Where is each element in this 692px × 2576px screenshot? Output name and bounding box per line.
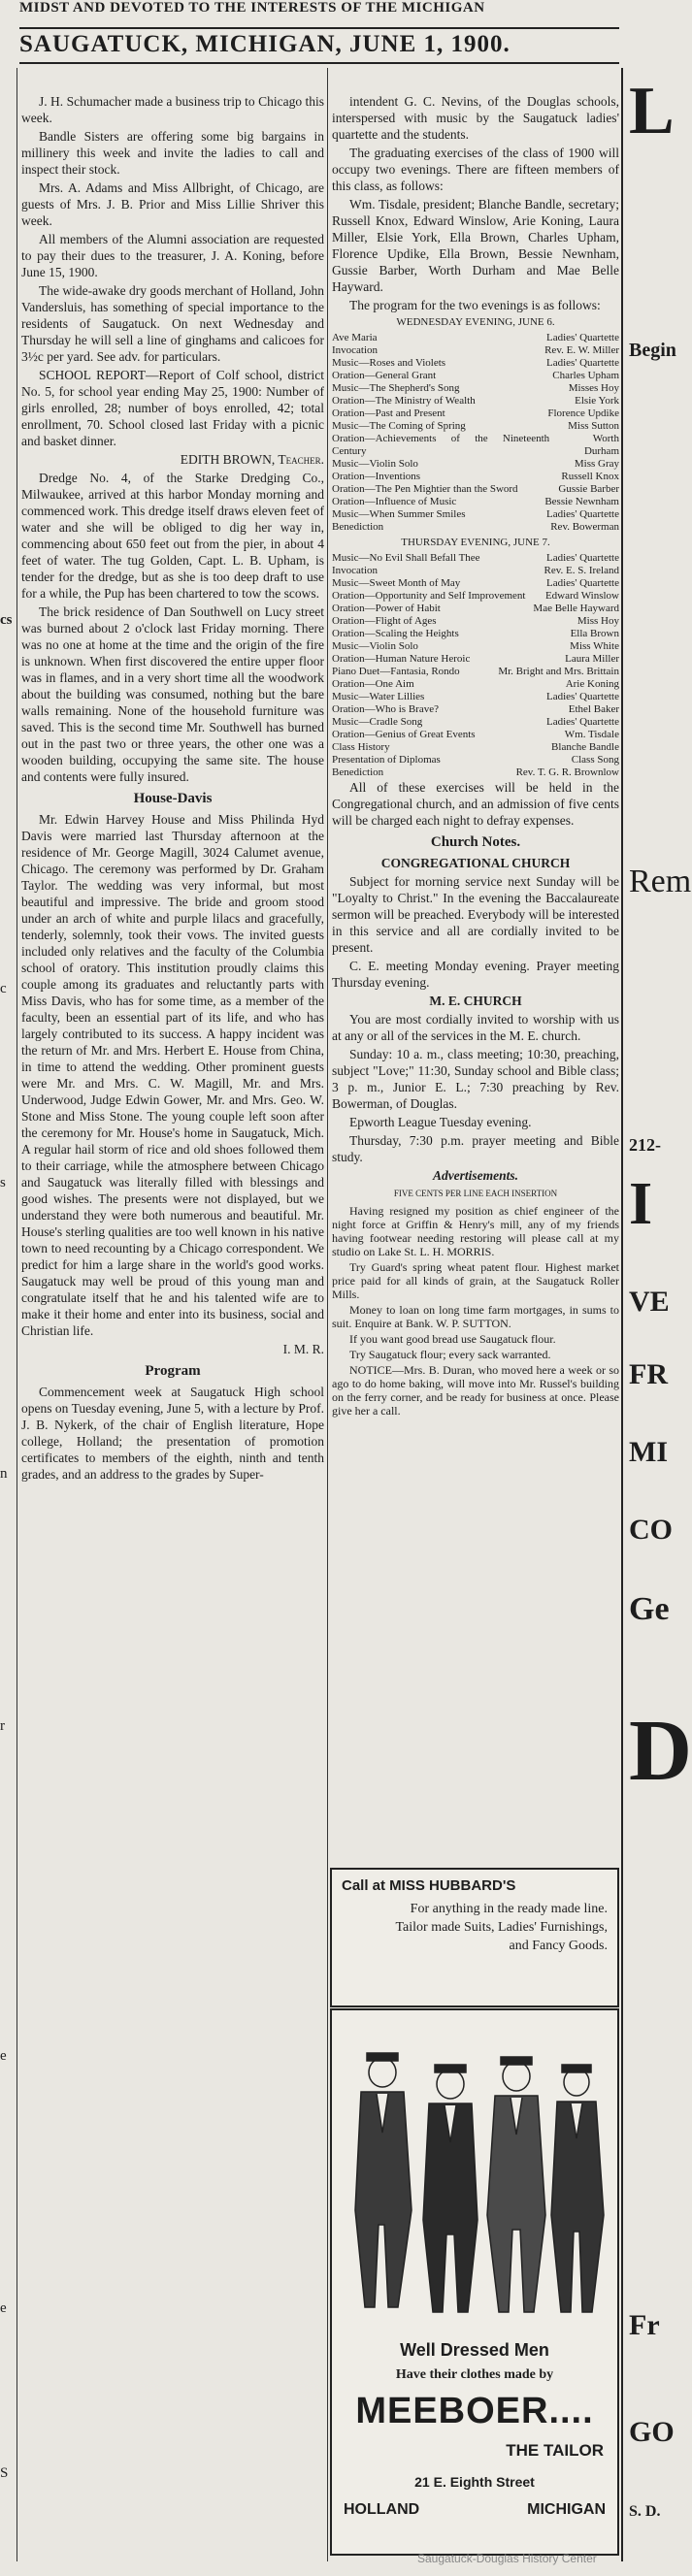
program-item: Oration—Past and Present: [332, 408, 445, 419]
meeboer-role: THE TAILOR: [506, 2441, 604, 2460]
program-item: Oration—Flight of Ages: [332, 615, 437, 627]
program-row: [332, 552, 619, 565]
left-fragment-2: s: [0, 1175, 6, 1190]
program-performer: Rev. Bowerman: [550, 521, 619, 533]
program-item: Oration—Power of Habit: [332, 603, 441, 614]
meeboer-address: 21 E. Eighth Street: [414, 2474, 535, 2490]
program-row: [332, 666, 619, 678]
program-item: Music—The Coming of Spring: [332, 420, 466, 432]
news-item: Dredge No. 4, of the Starke Dredging Co., Milwaukee, arrived at this harbor Monday morning and commenced work. This dredge itself draws eleven feet of water and she will be obliged to dig her way in, commencing about 650 feet out from the pier, in about 4 feet of water. The tug Golden, Capt. L. B. Upham, is tender for the dredge, but as she is too deep draft to use for a while, the Pup has been chartered to tow the scows.: [21, 471, 324, 601]
program-article: Commencement week at Saugatuck High school opens on Tuesday evening, June 5, with a lecture by Prof. J. B. Nykerk, of the chair of English literature, Hope college, Holland; the presentation of promotion certificates to members of the eighth, ninth and tenth grades, and an address to the grades by Super-: [21, 1385, 324, 1482]
program-item: Music—Violin Solo: [332, 458, 418, 470]
section-heading: House-Davis: [133, 791, 213, 806]
program-item: Oration—Opportunity and Self Improvement: [332, 590, 526, 602]
right-fragment-2: Rem: [629, 864, 692, 899]
column-divider-middle: [327, 68, 328, 2561]
hubbard-advertisement: [330, 1868, 619, 2007]
program-item: Presentation of Diplomas: [332, 754, 441, 766]
meeboer-tagline: Well Dressed Men: [400, 2340, 549, 2360]
program-row: [332, 653, 619, 666]
program-item: Benediction: [332, 766, 384, 778]
program-row: [332, 382, 619, 395]
class-members: Wm. Tisdale, president; Blanche Bandle, secretary; Russell Knox, Edward Winslow, Arie Koning, Laura Miller, Elsie York, Ella Brown, Charles Upham, Florence Updike, Ella Brown, Bessie Newnham, Gussie Barber, Worth Durham and Mae Belle Hayward.: [332, 197, 619, 294]
masthead-title: SAUGATUCK, MICHIGAN, JUNE 1, 1900.: [19, 31, 511, 57]
program-performer: Ella Brown: [570, 628, 619, 639]
program-item: Invocation: [332, 344, 379, 356]
program-performer: Miss Hoy: [577, 615, 619, 627]
left-fragment-3: n: [0, 1466, 8, 1482]
church-text: C. E. meeting Monday evening. Prayer meeting Thursday evening.: [332, 959, 619, 990]
program-row: [332, 741, 619, 754]
program-row: [332, 357, 619, 370]
commencement-text: The program for the two evenings is as follows:: [349, 298, 601, 312]
program-performer: Elsie York: [575, 395, 619, 407]
program-row: [332, 691, 619, 703]
program-performer: Worth Durham: [583, 433, 619, 457]
news-item: J. H. Schumacher made a business trip to Chicago this week.: [21, 94, 324, 125]
program-item: Oration—Scaling the Heights: [332, 628, 459, 639]
program-row: [332, 703, 619, 716]
program-performer: Gussie Barber: [558, 483, 619, 495]
wedding-article: Mr. Edwin Harvey House and Miss Philinda Hyd Davis were married last Thursday afternoon at the residence of Mr. George Magill, 3024 Calumet avenue, Chicago. The ceremony was performed by Dr. Graham Taylor. The wedding was very informal, but most beautiful and impressive. The bride and groom stood under an arch of white and purple lilacs and gracefully, tenderly, solemnly, took their vows. The invited guests included only relatives and the faculty of the Columbia school of oratory. This institution proudly claims this couple among its graduates and reluctantly parts with Miss Davis, who has for some time, as a member of the faculty, been an essential part of its life, and who has largely contributed to its success. A happy incident was the return of Mr. and Mrs. Herbert E. House from China, in time to attend the wedding. Other prominent guests were Mr. and Mrs. C. W. Magill, Mr. and Mrs. Underwood, Judge Edwin Gower, Mr. and Mrs. Geo. W. Stone and Miss Stone. The young couple left soon after the ceremony for Mr. House's home in Saugatuck, Mich. A regular hail storm of rice and old shoes followed them to their carriage, while the atmosphere between Chicago and Saugatuck was literally filled with blessings and good wishes. The presents were not displayed, but we understand they were both numerous and beautiful. Mr. House's sterling qualities are too well known in his native town to need recounting by a Chicago correspondent. We predict for him a large share in the world's good works. Saugatuck may well be proud of this young man and congratulate itself that he and his talented wife are to make it their home and enter into its business, social and Christian life.: [21, 812, 324, 1338]
program-wednesday: [332, 316, 619, 534]
program-item: Music—Water Lillies: [332, 691, 425, 702]
classified-ad: NOTICE—Mrs. B. Duran, who moved here a week or so ago to do home baking, will move into Mr. Russel's building on the ferry corner, and be ready for business at once. Please give her a call.: [332, 1363, 619, 1418]
church-text: You are most cordially invited to worship with us at any or all of the services in the M. E. church.: [332, 1012, 619, 1043]
left-fragment-4: r: [0, 1718, 5, 1734]
program-item: Music—Roses and Violets: [332, 357, 446, 369]
left-fragment-6: e: [0, 2300, 7, 2316]
classified-ad: If you want good bread use Saugatuck flour.: [349, 1332, 556, 1346]
church-heading: CONGREGATIONAL CHURCH: [380, 856, 571, 870]
hubbard-title: Call at MISS HUBBARD'S: [342, 1877, 516, 1894]
program-performer: Russell Knox: [561, 471, 619, 482]
program-performer: Arie Koning: [565, 678, 619, 690]
commencement-text: All of these exercises will be held in the Congregational church, and an admission of five cents will be charged each night to defray expenses.: [332, 780, 619, 828]
program-row: [332, 640, 619, 653]
program-performer: Ladies' Quartette: [546, 332, 619, 343]
left-fragment-7: S: [0, 2465, 9, 2481]
right-fragment-6: FR: [629, 1358, 668, 1390]
right-fragment-5: VE: [629, 1286, 670, 1318]
program-row: [332, 766, 619, 779]
program-row: [332, 458, 619, 471]
news-item: SCHOOL REPORT—Report of Colf school, district No. 5, for school year ending May 25, 1900: Number of girls enrolled, 28; number of boys enrolled, 42; total enrollment, 70. School closed last Friday with a picnic and basket dinner.: [21, 368, 324, 448]
program-row: [332, 408, 619, 420]
program-item: Benediction: [332, 521, 384, 533]
left-column-fragment: [0, 68, 16, 2552]
program-header: THURSDAY EVENING, JUNE 7.: [401, 537, 550, 548]
program-performer: Ladies' Quartette: [546, 691, 619, 702]
right-fragment-10: D: [629, 1703, 692, 1799]
program-row: [332, 615, 619, 628]
program-item: Oration—Inventions: [332, 471, 421, 482]
program-performer: Blanche Bandle: [551, 741, 619, 753]
masthead-slogan: MIDST AND DEVOTED TO THE INTERESTS OF THE MICHIGAN: [19, 0, 485, 16]
program-row: [332, 628, 619, 640]
program-row: [332, 590, 619, 603]
left-fragment-0: cs: [0, 612, 13, 628]
church-text: Thursday, 7:30 p.m. prayer meeting and Bible study.: [332, 1133, 619, 1164]
news-item: The wide-awake dry goods merchant of Holland, John Vandersluis, has something of special importance to the residents of Saugatuck. On next Wednesday and Thursday he will sell a line of ginghams and calicoes for 3½c per yard. See adv. for particulars.: [21, 283, 324, 364]
meeboer-subline: Have their clothes made by: [395, 2367, 554, 2382]
masthead-rule-top: [19, 27, 619, 29]
program-row: [332, 521, 619, 534]
program-performer: Ethel Baker: [568, 703, 619, 715]
right-fragment-7: MI: [629, 1436, 668, 1468]
news-item: Bandle Sisters are offering some big bargains in millinery this week and invite the ladies to call and inspect their stock.: [21, 129, 324, 177]
program-performer: Miss Sutton: [568, 420, 619, 432]
program-row: [332, 332, 619, 344]
masthead-rule-bottom: [19, 62, 619, 64]
right-column-fragment: [623, 58, 692, 2542]
right-fragment-13: S. D.: [629, 2503, 661, 2520]
program-item: Music—Violin Solo: [332, 640, 418, 652]
section-heading: Program: [145, 1363, 201, 1379]
well-dressed-men-illustration: [332, 2016, 617, 2327]
right-fragment-3: 212-: [629, 1135, 661, 1155]
column-commencement: [332, 93, 619, 1859]
program-row: [332, 565, 619, 577]
program-item: Class History: [332, 741, 390, 753]
program-item: Oration—The Ministry of Wealth: [332, 395, 476, 407]
program-performer: Ladies' Quartette: [546, 508, 619, 520]
program-performer: Mr. Bright and Mrs. Brittain: [498, 666, 619, 677]
meeboer-city-left: HOLLAND: [344, 2501, 420, 2518]
church-text: Subject for morning service next Sunday will be "Loyalty to Christ." In the evening the Baccalaureate sermon will be preached. Everybody will be interested in this service and all are cordially invited to be present.: [332, 874, 619, 955]
commencement-text: The graduating exercises of the class of 1900 will occupy two evenings. There are fifteen members of this class, as follows:: [332, 146, 619, 193]
hubbard-body: For anything in the ready made line. Tailor made Suits, Ladies' Furnishings, and Fancy Goods.: [395, 1902, 608, 1953]
church-text: Sunday: 10 a. m., class meeting; 10:30, preaching, subject "Love;" 11:30, Sunday school and Bible class; 3 p. m., Junior E. L.; 7:30 preaching by Rev. Bowerman, of Douglas.: [332, 1047, 619, 1111]
program-header: WEDNESDAY EVENING, JUNE 6.: [396, 316, 555, 328]
left-fragment-5: e: [0, 2048, 7, 2064]
program-performer: Ladies' Quartette: [546, 357, 619, 369]
meeboer-name: MEEBOER....: [355, 2391, 594, 2431]
classified-ad: Having resigned my position as chief engineer of the night force at Griffin & Henry's mill, any of my friends having footwear needing restoring will please call at my studio on Lake St. L. H. MORRIS.: [332, 1204, 619, 1258]
program-row: [332, 483, 619, 496]
program-row: [332, 433, 619, 458]
program-performer: Rev. E. W. Miller: [544, 344, 619, 356]
right-fragment-8: CO: [629, 1514, 673, 1546]
classified-ad: Money to loan on long time farm mortgages, in sums to suit. Enquire at Bank. W. P. SUTTON.: [332, 1303, 619, 1330]
program-thursday: [332, 537, 619, 779]
right-fragment-1: Begin: [629, 340, 676, 361]
program-item: Music—Cradle Song: [332, 716, 423, 728]
program-item: Ave Maria: [332, 332, 378, 343]
ads-heading: Advertisements.: [432, 1168, 519, 1183]
program-performer: Rev. T. G. R. Brownlow: [515, 766, 619, 778]
program-row: [332, 370, 619, 382]
commencement-text: intendent G. C. Nevins, of the Douglas schools, interspersed with music by the Saugatuck ladies' quartette and the students.: [332, 94, 619, 142]
program-item: Oration—Influence of Music: [332, 496, 457, 507]
classified-ad: Try Guard's spring wheat patent flour. Highest market price paid for all kinds of grain, at the Saugatuck Roller Mills.: [332, 1260, 619, 1301]
archive-watermark: Saugatuck-Douglas History Center: [417, 2552, 597, 2565]
program-item: Oration—Genius of Great Events: [332, 729, 476, 740]
program-row: [332, 420, 619, 433]
right-fragment-12: GO: [629, 2416, 675, 2448]
program-performer: Laura Miller: [565, 653, 619, 665]
program-performer: Mae Belle Hayward: [533, 603, 619, 614]
program-performer: Class Song: [571, 754, 619, 766]
program-performer: Edward Winslow: [544, 590, 619, 602]
right-fragment-11: Fr: [629, 2309, 660, 2341]
news-item: Mrs. A. Adams and Miss Allbright, of Chicago, are guests of Mrs. J. B. Prior and Miss Lillie Shriver this week.: [21, 180, 324, 228]
program-item: Oration—Achievements of the Nineteenth Century: [332, 433, 550, 457]
program-performer: Bessie Newnham: [544, 496, 619, 507]
program-row: [332, 603, 619, 615]
program-item: Music—Sweet Month of May: [332, 577, 461, 589]
church-text: Epworth League Tuesday evening.: [349, 1115, 532, 1129]
program-row: [332, 471, 619, 483]
column-local-news: [21, 93, 324, 2558]
program-item: Oration—The Pen Mightier than the Sword: [332, 483, 518, 495]
program-row: [332, 344, 619, 357]
classified-ad: Try Saugatuck flour; every sack warranted.: [349, 1348, 551, 1361]
program-item: Invocation: [332, 565, 379, 576]
program-item: Oration—Who is Brave?: [332, 703, 439, 715]
program-item: Music—The Shepherd's Song: [332, 382, 460, 394]
news-item: The brick residence of Dan Southwell on Lucy street was burned about 2 o'clock last Friday morning. There was no one at home at the time and the origin of the fire is unknown. When first discovered the entire upper floor was in flames, and in a very short time all the woodwork about the building was consumed, nothing but the bare walls remaining. None of the household furniture was saved. This is the second time Mr. Southwell has burned out in the past two or three years, the other one was a wooden building, occupying the same site. The house and contents were fully insured.: [21, 604, 324, 784]
signature: I. M. R.: [282, 1342, 324, 1356]
right-fragment-9: Ge: [629, 1591, 670, 1627]
news-item: All members of the Alumni association are requested to pay their dues to the treasurer, J. A. Koning, before June 15, 1900.: [21, 232, 324, 279]
program-row: [332, 754, 619, 766]
program-performer: Rev. E. S. Ireland: [544, 565, 619, 576]
left-fragment-1: c: [0, 981, 7, 996]
program-row: [332, 678, 619, 691]
program-item: Oration—General Grant: [332, 370, 437, 381]
program-performer: Miss Gray: [574, 458, 619, 470]
meeboer-city-right: MICHIGAN: [527, 2501, 606, 2518]
program-row: [332, 508, 619, 521]
signature: EDITH BROWN, Teacher.: [180, 452, 324, 467]
program-performer: Ladies' Quartette: [546, 716, 619, 728]
section-heading: Church Notes.: [430, 834, 521, 850]
meeboer-advertisement: [330, 2008, 619, 2556]
program-item: Music—No Evil Shall Befall Thee: [332, 552, 480, 564]
program-row: [332, 716, 619, 729]
column-divider-left: [16, 68, 17, 2561]
program-performer: Ladies' Quartette: [546, 577, 619, 589]
program-performer: Miss White: [570, 640, 619, 652]
church-heading: M. E. CHURCH: [429, 994, 522, 1008]
program-performer: Misses Hoy: [568, 382, 619, 394]
program-row: [332, 496, 619, 508]
program-item: Oration—Human Nature Heroic: [332, 653, 471, 665]
program-performer: Florence Updike: [547, 408, 619, 419]
program-performer: Ladies' Quartette: [546, 552, 619, 564]
right-fragment-4: I: [629, 1171, 653, 1237]
program-item: Music—When Summer Smiles: [332, 508, 466, 520]
program-row: [332, 577, 619, 590]
program-performer: Wm. Tisdale: [564, 729, 619, 740]
program-row: [332, 729, 619, 741]
program-performer: Charles Upham: [552, 370, 619, 381]
right-fragment-0: L: [629, 74, 675, 148]
program-item: Piano Duet—Fantasia, Rondo: [332, 666, 460, 677]
program-item: Oration—One Aim: [332, 678, 414, 690]
program-row: [332, 395, 619, 408]
ads-subheading: FIVE CENTS PER LINE EACH INSERTION: [393, 1189, 558, 1198]
